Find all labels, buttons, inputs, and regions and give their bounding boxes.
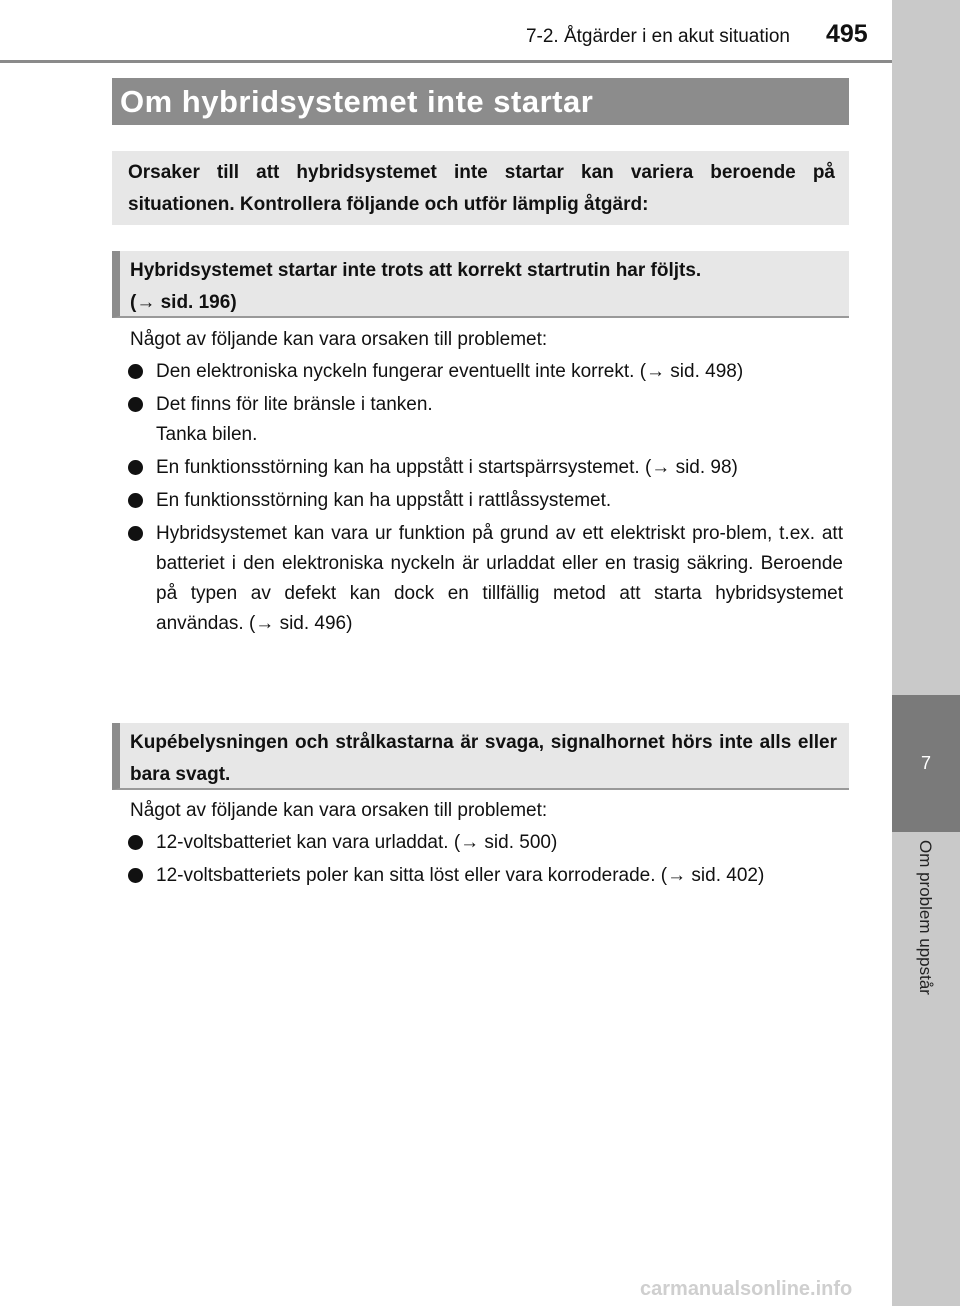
- page-number: 495: [826, 20, 868, 48]
- condition-ref-link[interactable]: (→ sid. 196): [130, 292, 237, 313]
- bullet-icon: [128, 364, 143, 379]
- running-header-section: 7-2. Åtgärder i en akut situation: [525, 26, 790, 47]
- lead-text-2: Något av följande kan vara orsaken till problemet:: [130, 800, 548, 821]
- watermark: carmanualsonline.info: [640, 1278, 853, 1300]
- list-item: Den elektroniska nyckeln fungerar eventuellt inte korrekt. (→ sid. 498): [128, 357, 843, 387]
- condition-box-2: Kupébelysningen och strålkastarna är svaga, signalhornet hörs inte alls eller bara svagt.: [112, 723, 849, 790]
- cause-list-1: [128, 357, 843, 642]
- bullet-icon: [128, 868, 143, 883]
- condition-box-1: [112, 251, 849, 318]
- bullet-icon: [128, 460, 143, 475]
- bullet-icon: [128, 526, 143, 541]
- list-item: Det finns för lite bränsle i tanken. Tanka bilen.: [128, 390, 843, 450]
- bullet-icon: [128, 835, 143, 850]
- list-item: En funktionsstörning kan ha uppstått i rattlåssystemet.: [128, 486, 843, 516]
- chapter-number-tab[interactable]: 7: [892, 695, 960, 832]
- bullet-icon: [128, 397, 143, 412]
- condition-text: Hybridsystemet startar inte trots att korrekt startrutin har följts.: [130, 260, 702, 281]
- bullet-icon: [128, 493, 143, 508]
- chapter-title-vertical: Om problem uppstår: [916, 840, 935, 995]
- list-item: En funktionsstörning kan ha uppstått i startspärrsystemet. (→ sid. 98): [128, 453, 843, 483]
- intro-box: Orsaker till att hybridsystemet inte startar kan variera beroende på situationen. Kontrollera följande och utför lämplig åtgärd:: [112, 151, 849, 225]
- chapter-side-tab: [892, 0, 960, 1306]
- cause-list-2: [128, 828, 843, 894]
- list-item: Hybridsystemet kan vara ur funktion på grund av ett elektriskt pro-blem, t.ex. att batteriet i den elektroniska nyckeln är urladdat eller en trasig säkring. Beroende på typen av defekt kan dock en tillfällig metod att starta hybridsystemet användas. (→ sid. 496): [128, 519, 843, 639]
- page-title: Om hybridsystemet inte startar: [112, 78, 849, 125]
- list-item: 12-voltsbatteriets poler kan sitta löst eller vara korroderade. (→ sid. 402): [128, 861, 843, 891]
- lead-text-1: Något av följande kan vara orsaken till problemet:: [130, 329, 548, 350]
- header-divider: [0, 60, 892, 63]
- list-item: 12-voltsbatteriet kan vara urladdat. (→ sid. 500): [128, 828, 843, 858]
